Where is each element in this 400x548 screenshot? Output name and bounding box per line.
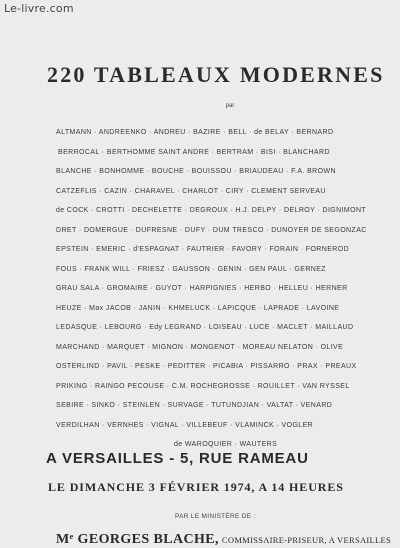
artist-line: de COCK · CROTTI · DECHELETTE · DEGROUX · H.J. DELPY · DELROY · DIGNIMONT	[56, 207, 367, 214]
artist-line: FOUS · FRANK WILL · FRIESZ · GAUSSON · GENIN · GEN PAUL · GERNEZ	[56, 265, 326, 273]
artist-line: EPSTEIN · EMERIC · d'ESPAGNAT · FAUTRIER · FAVORY · FORAIN · FORNEROD	[56, 246, 350, 253]
sale-location: A VERSAILLES - 5, RUE RAMEAU	[46, 450, 309, 467]
artist-line: MARCHAND · MARQUET · MIGNON · MONGENOT · MOREAU NELATON · OLIVE	[56, 343, 344, 351]
artist-list	[56, 127, 400, 459]
artist-line: BERROCAL · BERTHOMME SAINT ANDRE · BERTRAM · BISI · BLANCHARD	[58, 148, 330, 156]
auctioneer-name: Mᵉ GEORGES BLACHE,	[56, 532, 219, 547]
par-label: par	[225, 103, 235, 109]
ministry-label: PAR LE MINISTÈRE DE :	[175, 513, 256, 520]
artist-line: CATZEFLIS · CAZIN · CHARAVEL · CHARLOT · CIRY · CLEMENT SERVEAU	[56, 187, 326, 195]
sale-date: LE DIMANCHE 3 FÉVRIER 1974, A 14 HEURES	[48, 480, 344, 494]
artist-line: OSTERLIND · PAVIL · PESKE · PEDITTER · PICABIA · PISSARRO · PRAX · PREAUX	[56, 363, 357, 370]
artist-line: DRET · DOMERGUE · DUFRESNE · DUFY · DUM TRESCO · DUNOYER DE SEGONZAC	[56, 226, 367, 234]
artist-line: PRIKING · RAINGO PECOUSE · C.M. ROCHEGROSSE · ROUILLET · VAN RYSSEL	[56, 382, 350, 390]
artist-line: GRAU SALA · GROMAIRE · GUYOT · HARPIGNIES · HERBO · HELLEU · HERNER	[56, 285, 348, 292]
auctioneer-line	[56, 530, 391, 548]
catalog-title: 220 TABLEAUX MODERNES	[47, 62, 385, 87]
artist-line: LEDASQUE · LEBOURG · Edy LEGRAND · LOISEAU · LUCE · MACLET · MAILLAUD	[56, 324, 354, 331]
artist-line: SEBIRE · SINKO · STEINLEN · SURVAGE · TUTUNDJIAN · VALTAT · VENARD	[56, 402, 333, 409]
artist-line: BLANCHE · BONHOMME · BOUCHE · BOUISSOU · BRIAUDEAU · F.A. BROWN	[56, 168, 336, 175]
artist-line: VERDILHAN · VERNHES · VIGNAL · VILLEBEUF · VLAMINCK · VOGLER	[56, 421, 314, 429]
artist-line: HEUZE · Max JACOB · JANIN · KHMELUCK · LAPICQUE · LAPRADE · LAVOINE	[56, 304, 340, 312]
auctioneer-role: COMMISSAIRE-PRISEUR, A VERSAILLES	[221, 535, 392, 545]
site-watermark: Le-livre.com	[4, 2, 74, 15]
artist-line: de WAROQUIER · WAUTERS	[174, 441, 278, 448]
artist-line: ALTMANN · ANDREENKO · ANDREU · BAZIRE · BELL · de BELAY · BERNARD	[56, 129, 334, 136]
